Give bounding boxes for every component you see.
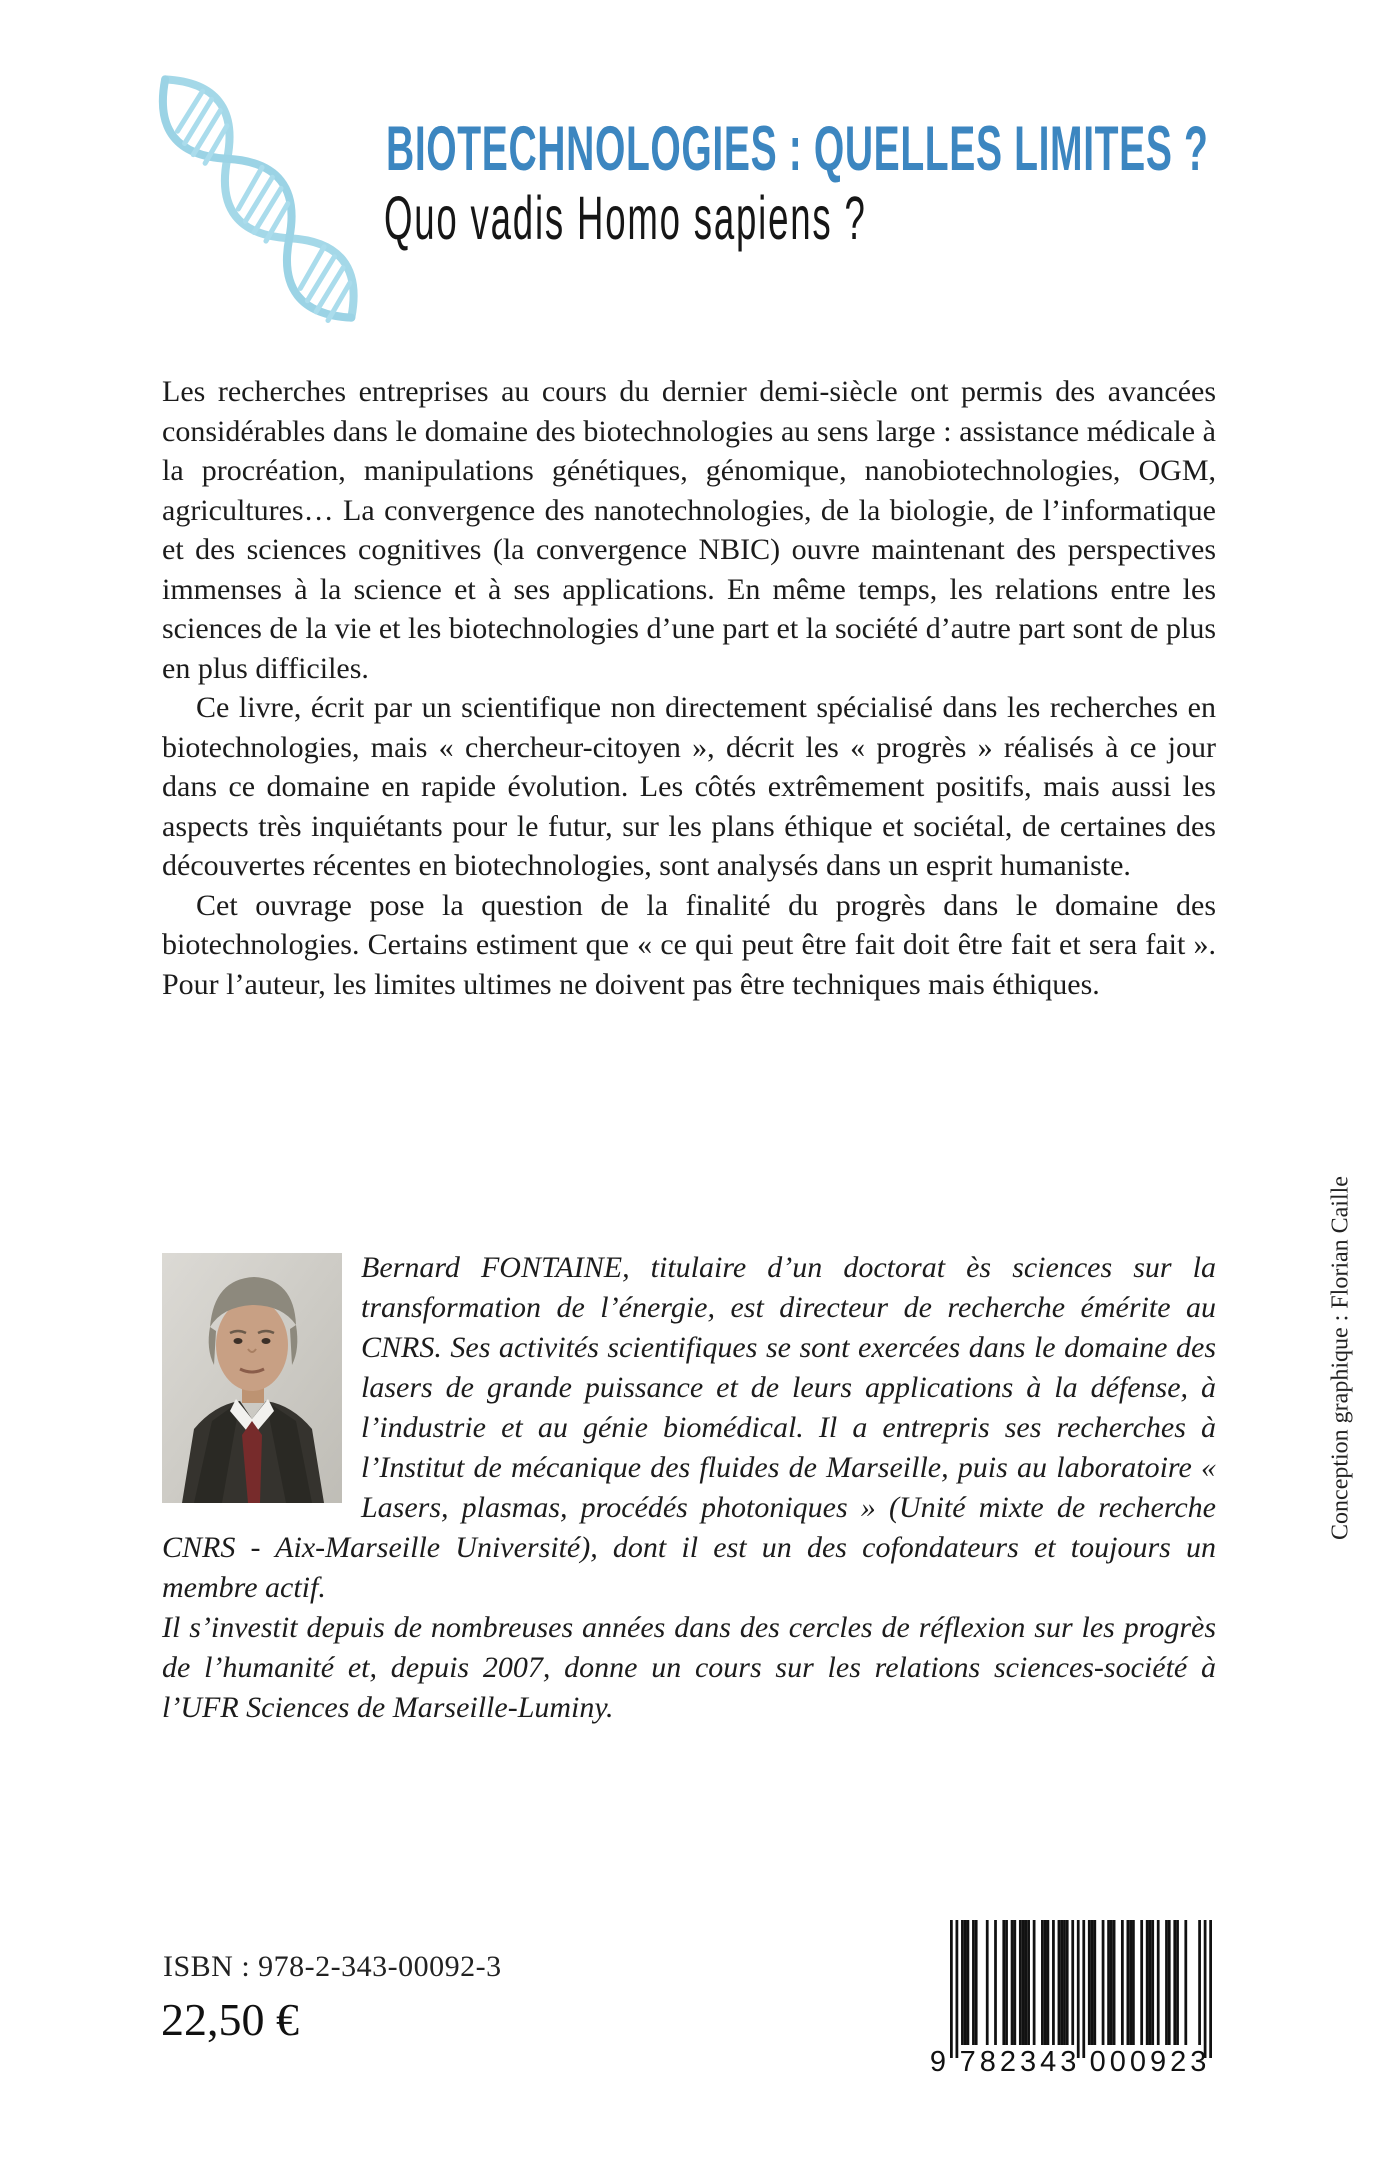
author-photo [162,1253,342,1503]
synopsis [162,372,1216,1004]
price-label: 22,50 € [161,1994,299,2045]
author-bio-main: Bernard FONTAINE, titulaire d’un doctorat ès sciences sur la transformation de l’énergie, est directeur de recherche émérite au CNRS. Ses activités scientifiques se sont exercées dans le domaine des lasers de grande puissance et de leurs applications à la défense, à l’industrie et au génie biomédical. Il a entrepris ses recherches à l’Institut de mécanique des fluides de Marseille, puis au laboratoire « Lasers, plasmas, procédés photoniques » (Unité mixte de recherche CNRS - Aix-Marseille Université), dont il est un des cofondateurs et toujours un membre actif. [162,1251,1216,1604]
author-bio-secondary: Il s’investit depuis de nombreuses années dans des cercles de réflexion sur les progrès de l’humanité et, depuis 2007, donne un cours sur les relations sciences-société à l’UFR Sciences de Marseille-Luminy. [162,1611,1216,1724]
design-credit: Conception graphique : Florian Caille [1327,1176,1354,1540]
page-subtitle: Quo vadis Homo sapiens ? [384,184,867,252]
barcode-digit-group2: 000923 [1089,2046,1211,2078]
dna-helix-icon [156,76,358,338]
barcode-digit-lead: 9 [929,2046,946,2078]
synopsis-paragraph-2: Ce livre, écrit par un scientifique non directement spécialisé dans les recherches en biotechnologies, mais « chercheur-citoyen », décrit les « progrès » réalisés à ce jour dans ce domaine en rapide évolution. Les côtés extrêmement positifs, mais aussi les aspects très inquiétants pour le futur, sur les plans éthique et sociétal, de certaines des découvertes récentes en biotechnologies, sont analysés dans un esprit humaniste. [162,691,1216,882]
barcode-digit-group1: 782343 [959,2046,1081,2078]
author-bio-section [162,1248,1216,1728]
barcode [950,1920,1212,2058]
isbn-label: ISBN : 978-2-343-00092-3 [163,1950,502,1983]
page-title: BIOTECHNOLOGIES : QUELLES LIMITES ? [386,114,1209,184]
synopsis-paragraph-3: Cet ouvrage pose la question de la finalité du progrès dans le domaine des biotechnologies. Certains estiment que « ce qui peut être fait doit être fait et sera fait ». Pour l’auteur, les limites ultimes ne doivent pas être techniques mais éthiques. [162,888,1216,1001]
synopsis-paragraph-1: Les recherches entreprises au cours du dernier demi-siècle ont permis des avancées considérables dans le domaine des biotechnologies au sens large : assistance médicale à la procréation, manipulations génétiques, génomique, nanobiotechnologies, OGM, agricultures… La convergence des nanotechnologies, de la biologie, de l’informatique et des sciences cognitives (la convergence NBIC) ouvre maintenant des perspectives immenses à la science et à ses applications. En même temps, les relations entre les sciences de la vie et les biotechnologies d’une part et la société d’autre part sont de plus en plus difficiles. [162,375,1216,685]
